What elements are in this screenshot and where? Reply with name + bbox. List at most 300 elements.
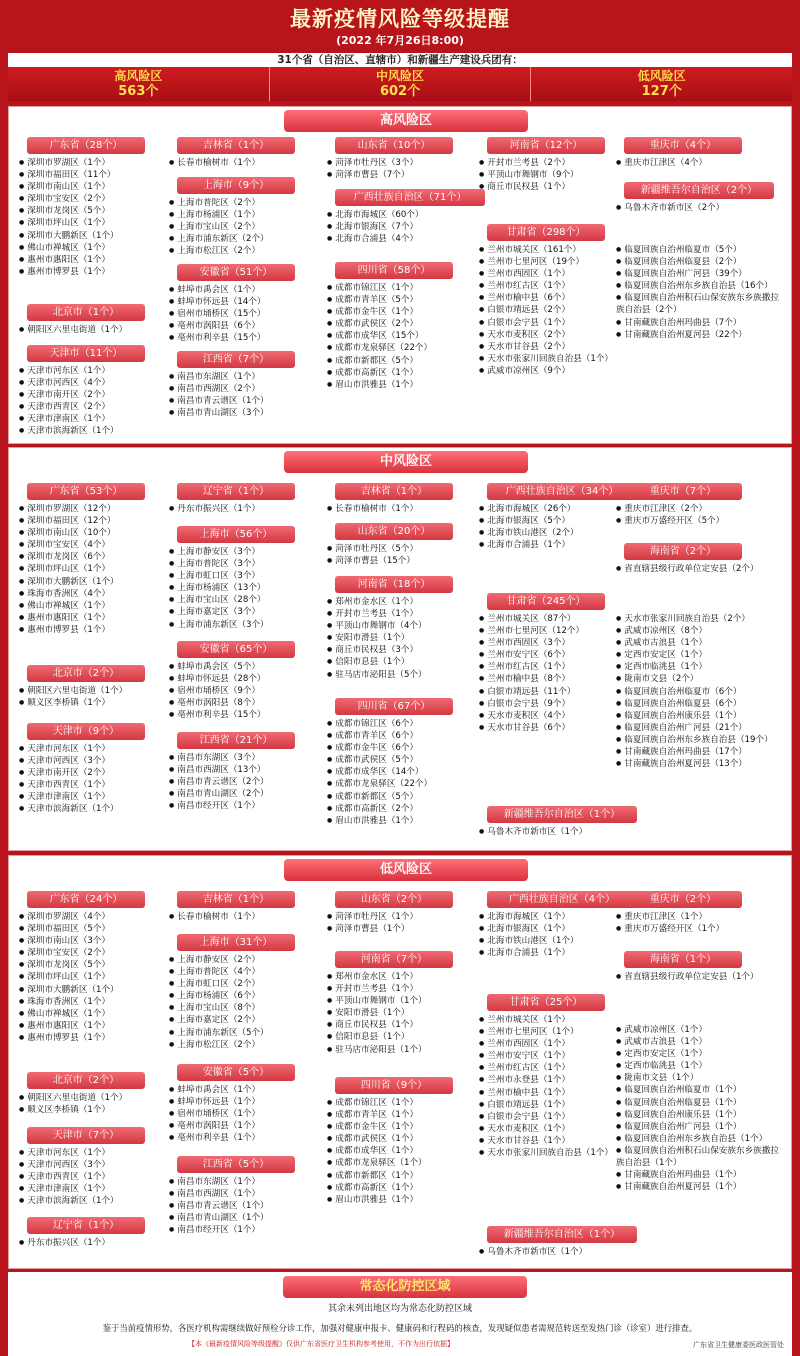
district-list [169, 1176, 319, 1236]
province-header: 上海市（31个） [177, 934, 295, 951]
district-item: ● 兰州市城关区（1个） [479, 1014, 614, 1026]
district-item: ● 北海市铁山港区（1个） [479, 935, 614, 947]
district-item: ● 天津市滨海新区（1个） [19, 425, 164, 437]
district-item: ● 上海市静安区（2个） [169, 954, 319, 966]
province-header: 重庆市（2个） [624, 891, 742, 908]
district-item: ● 天津市河西区（3个） [19, 1159, 164, 1171]
district-item: ● 朝阳区六里屯街道（1个） [19, 1092, 164, 1104]
district-item: ● 成都市新都区（5个） [327, 791, 477, 803]
district-list [19, 157, 164, 278]
district-item: ● 上海市静安区（3个） [169, 546, 319, 558]
district-item: ● 成都市青羊区（5个） [327, 294, 477, 306]
district-item: ● 惠州市惠阳区（1个） [19, 612, 164, 624]
district-list [169, 503, 319, 515]
district-item: ● 天津市滨海新区（1个） [19, 1195, 164, 1207]
district-item: ● 深圳市大鹏新区（1个） [19, 984, 164, 996]
district-item: ● 南昌市青云谱区（1个） [169, 1200, 319, 1212]
district-item: ● 乌鲁木齐市新市区（2个） [616, 202, 786, 214]
district-item: ● 上海市松江区（2个） [169, 1039, 319, 1051]
summary-subtitle: 31个省（自治区、直辖市）和新疆生产建设兵团有： [8, 53, 792, 67]
province-header: 江西省（21个） [177, 732, 295, 749]
district-item: ● 驻马店市泌阳县（5个） [327, 669, 477, 681]
district-item: ● 上海市宝山区（2个） [169, 221, 319, 233]
district-item: ● 眉山市洪雅县（1个） [327, 1194, 477, 1206]
header [0, 0, 800, 53]
district-item: ● 天津市津南区（1个） [19, 413, 164, 425]
district-item: ● 深圳市龙岗区（6个） [19, 551, 164, 563]
district-item: ● 安阳市滑县（1个） [327, 632, 477, 644]
district-item: ● 乌鲁木齐市新市区（1个） [479, 826, 614, 838]
district-item: ● 开封市兰考县（1个） [327, 608, 477, 620]
district-item: ● 白银市靖远县（11个） [479, 686, 614, 698]
district-item: ● 陇南市文县（1个） [616, 1072, 786, 1084]
district-item: ● 商丘市民权县（1个） [479, 181, 614, 193]
district-item: ● 成都市武侯区（1个） [327, 1133, 477, 1145]
district-item: ● 天津市南开区（2个） [19, 389, 164, 401]
district-item: ● 临夏回族自治州积石山保安族东乡族撒拉族自治县（1个） [616, 1145, 786, 1169]
district-list [19, 324, 164, 336]
district-list [479, 157, 614, 193]
district-item: ● 丹东市振兴区（1个） [19, 1237, 164, 1249]
district-item: ● 亳州市涡阳县（1个） [169, 1120, 319, 1132]
district-item: ● 宿州市埇桥区（15个） [169, 308, 319, 320]
total-count: 563个 [118, 84, 159, 99]
district-list [169, 911, 319, 923]
district-list [19, 503, 164, 636]
district-item: ● 蚌埠市禹会区（1个） [169, 1084, 319, 1096]
district-list [616, 971, 786, 983]
district-list [327, 157, 477, 181]
province-header: 甘肃省（245个） [487, 593, 605, 610]
district-item: ● 平顶山市舞钢市（1个） [327, 995, 477, 1007]
totals-bar [8, 67, 792, 101]
district-item: ● 长春市榆树市（1个） [327, 503, 477, 515]
province-header: 广西壮族自治区（71个） [335, 189, 485, 206]
district-list [169, 157, 319, 169]
footer-note: 其余未列出地区均为常态化防控区域 [327, 1304, 472, 1314]
district-item: ● 兰州市榆中县（8个） [479, 673, 614, 685]
total-count: 127个 [641, 84, 682, 99]
district-list [169, 661, 319, 721]
district-item: ● 上海市杨浦区（13个） [169, 582, 319, 594]
district-item: ● 临夏回族自治州康乐县（1个） [616, 710, 786, 722]
footer-advice: 鉴于当前疫情形势，各医疗机构需继续做好预检分诊工作，加强对健康申报卡、健康码和行程码的核查，发现疑似患者需规范转送至发热门诊（诊室）进行排查。 [102, 1323, 698, 1333]
province-header: 重庆市（7个） [624, 483, 742, 500]
risk-section [8, 447, 792, 851]
district-item: ● 兰州市七里河区（12个） [479, 625, 614, 637]
province-header: 山东省（10个） [335, 137, 453, 154]
district-item: ● 平顶山市舞钢市（4个） [327, 620, 477, 632]
district-item: ● 上海市浦东新区（2个） [169, 233, 319, 245]
district-item: ● 天水市麦积区（1个） [479, 1123, 614, 1135]
district-item: ● 临夏回族自治州广河县（39个） [616, 268, 786, 280]
footer-source: 广东省卫生健康委医政医管处 [693, 1341, 784, 1349]
district-item: ● 蚌埠市禹会区（5个） [169, 661, 319, 673]
district-item: ● 兰州市永登县（1个） [479, 1074, 614, 1086]
province-header: 广东省（24个） [27, 891, 145, 908]
district-item: ● 上海市杨浦区（1个） [169, 209, 319, 221]
district-item: ● 北海市海城区（1个） [479, 911, 614, 923]
total-low [531, 67, 792, 101]
district-item: ● 菏泽市牡丹区（1个） [327, 911, 477, 923]
district-item: ● 长春市榆树市（1个） [169, 157, 319, 169]
district-list [327, 209, 477, 245]
province-header: 广东省（53个） [27, 483, 145, 500]
province-header: 吉林省（1个） [177, 891, 295, 908]
district-item: ● 成都市龙泉驿区（22个） [327, 342, 477, 354]
district-item: ● 重庆市江津区（4个） [616, 157, 786, 169]
district-item: ● 南昌市青山湖区（1个） [169, 1212, 319, 1224]
district-item: ● 菏泽市曹县（15个） [327, 555, 477, 567]
district-list [327, 282, 477, 391]
district-list [616, 157, 786, 169]
district-item: ● 上海市松江区（2个） [169, 245, 319, 257]
district-item: ● 临夏回族自治州广河县（1个） [616, 1121, 786, 1133]
province-header: 天津市（11个） [27, 345, 145, 362]
district-item: ● 成都市青羊区（6个） [327, 730, 477, 742]
district-item: ● 临夏回族自治州积石山保安族东乡族撒拉族自治县（2个） [616, 292, 786, 316]
district-item: ● 北海市合浦县（1个） [479, 539, 614, 551]
district-item: ● 宿州市埇桥区（1个） [169, 1108, 319, 1120]
province-header: 辽宁省（1个） [27, 1217, 145, 1234]
district-item: ● 北海市铁山港区（2个） [479, 527, 614, 539]
total-medium [270, 67, 532, 101]
district-item: ● 甘南藏族自治州玛曲县（1个） [616, 1169, 786, 1181]
district-item: ● 上海市浦东新区（3个） [169, 619, 319, 631]
province-header: 广西壮族自治区（34个） [487, 483, 637, 500]
district-item: ● 成都市金牛区（1个） [327, 306, 477, 318]
district-item: ● 深圳市龙岗区（5个） [19, 959, 164, 971]
district-item: ● 深圳市宝安区（2个） [19, 193, 164, 205]
district-item: ● 成都市龙泉驿区（22个） [327, 778, 477, 790]
province-header: 重庆市（4个） [624, 137, 742, 154]
section-title: 低风险区 [284, 859, 528, 881]
district-item: ● 北海市合浦县（1个） [479, 947, 614, 959]
district-item: ● 白银市会宁县（1个） [479, 317, 614, 329]
district-item: ● 武威市古浪县（1个） [616, 637, 786, 649]
district-item: ● 驻马店市泌阳县（1个） [327, 1044, 477, 1056]
district-item: ● 天水市甘谷县（1个） [479, 1135, 614, 1147]
district-item: ● 兰州市西固区（1个） [479, 268, 614, 280]
district-item: ● 深圳市南山区（10个） [19, 527, 164, 539]
district-item: ● 天津市河东区（1个） [19, 1147, 164, 1159]
footer-disclaimer: 【本《最新疫情风险等级提醒》仅供广东省医疗卫生机构参考使用，不作为出行依据】 [188, 1340, 454, 1348]
district-item: ● 甘南藏族自治州夏河县（1个） [616, 1181, 786, 1193]
district-list [479, 1246, 614, 1258]
district-item: ● 武威市古浪县（1个） [616, 1036, 786, 1048]
province-header: 安徽省（5个） [177, 1064, 295, 1081]
district-item: ● 北海市银海区（1个） [479, 923, 614, 935]
district-item: ● 深圳市坪山区（1个） [19, 971, 164, 983]
district-list [327, 543, 477, 567]
district-list [169, 284, 319, 344]
total-count: 602个 [379, 84, 421, 99]
district-item: ● 兰州市安宁区（6个） [479, 649, 614, 661]
district-item: ● 成都市锦江区（1个） [327, 282, 477, 294]
district-item: ● 临夏回族自治州东乡族自治县（1个） [616, 1133, 786, 1145]
district-list [327, 1097, 477, 1206]
province-header: 上海市（9个） [177, 177, 295, 194]
district-list [327, 911, 477, 935]
province-header: 山东省（2个） [335, 891, 453, 908]
district-item: ● 深圳市大鹏新区（1个） [19, 230, 164, 242]
district-item: ● 朝阳区六里屯街道（1个） [19, 324, 164, 336]
district-item: ● 甘南藏族自治州玛曲县（7个） [616, 317, 786, 329]
district-item: ● 菏泽市牡丹区（5个） [327, 543, 477, 555]
district-item: ● 深圳市福田区（12个） [19, 515, 164, 527]
district-item: ● 天津市津南区（1个） [19, 1183, 164, 1195]
district-list [479, 1014, 614, 1159]
district-item: ● 深圳市福田区（5个） [19, 923, 164, 935]
district-item: ● 珠海市香洲区（4个） [19, 588, 164, 600]
district-item: ● 深圳市南山区（3个） [19, 935, 164, 947]
district-item: ● 天水市甘谷县（2个） [479, 341, 614, 353]
province-header: 北京市（1个） [27, 304, 145, 321]
district-item: ● 南昌市经开区（1个） [169, 1224, 319, 1236]
district-item: ● 成都市高新区（1个） [327, 1182, 477, 1194]
district-item: ● 深圳市福田区（11个） [19, 169, 164, 181]
page-title: 最新疫情风险等级提醒 [290, 7, 510, 31]
district-item: ● 天津市河东区（1个） [19, 743, 164, 755]
district-item: ● 天津市西青区（2个） [19, 401, 164, 413]
district-item: ● 临夏回族自治州临夏县（1个） [616, 1097, 786, 1109]
district-item: ● 省直辖县级行政单位定安县（2个） [616, 563, 786, 575]
district-item: ● 亳州市涡阳县（6个） [169, 320, 319, 332]
district-list [19, 1147, 164, 1207]
province-header: 北京市（2个） [27, 665, 145, 682]
district-item: ● 上海市杨浦区（6个） [169, 990, 319, 1002]
district-item: ● 兰州市西固区（3个） [479, 637, 614, 649]
district-item: ● 菏泽市曹县（1个） [327, 923, 477, 935]
district-item: ● 成都市青羊区（1个） [327, 1109, 477, 1121]
district-item: ● 上海市普陀区（3个） [169, 558, 319, 570]
district-item: ● 蚌埠市禹会区（1个） [169, 284, 319, 296]
district-item: ● 天水市张家川回族自治县（1个） [479, 1147, 614, 1159]
district-item: ● 陇南市文县（2个） [616, 673, 786, 685]
district-item: ● 上海市普陀区（4个） [169, 966, 319, 978]
district-item: ● 兰州市城关区（87个） [479, 613, 614, 625]
district-item: ● 兰州市七里河区（1个） [479, 1026, 614, 1038]
update-date: (2022 年7月26日8:00) [336, 34, 464, 47]
province-header: 河南省（18个） [335, 576, 453, 593]
district-item: ● 武威市凉州区（1个） [616, 1024, 786, 1036]
district-item: ● 成都市金牛区（6个） [327, 742, 477, 754]
district-item: ● 成都市龙泉驿区（1个） [327, 1157, 477, 1169]
district-list [19, 743, 164, 816]
district-item: ● 白银市会宁县（9个） [479, 698, 614, 710]
district-item: ● 深圳市大鹏新区（1个） [19, 576, 164, 588]
district-item: ● 兰州市红古区（1个） [479, 1062, 614, 1074]
district-item: ● 开封市兰考县（1个） [327, 983, 477, 995]
district-item: ● 蚌埠市怀远县（28个） [169, 673, 319, 685]
district-item: ● 天津市津南区（1个） [19, 791, 164, 803]
district-item: ● 深圳市南山区（1个） [19, 181, 164, 193]
district-item: ● 安阳市滑县（1个） [327, 1007, 477, 1019]
district-item: ● 临夏回族自治州临夏县（6个） [616, 698, 786, 710]
district-item: ● 甘南藏族自治州夏河县（13个） [616, 758, 786, 770]
district-item: ● 天水市麦积区（2个） [479, 329, 614, 341]
district-list [616, 613, 786, 770]
district-item: ● 天津市河西区（4个） [19, 377, 164, 389]
risk-section [8, 106, 792, 444]
district-item: ● 佛山市禅城区（1个） [19, 600, 164, 612]
district-item: ● 眉山市洪雅县（1个） [327, 815, 477, 827]
province-header: 新疆维吾尔自治区（1个） [487, 1226, 637, 1243]
district-list [616, 1024, 786, 1193]
district-list [616, 911, 786, 935]
province-header: 甘肃省（298个） [487, 224, 605, 241]
province-header: 新疆维吾尔自治区（1个） [487, 806, 637, 823]
province-header: 吉林省（1个） [177, 137, 295, 154]
district-item: ● 兰州市城关区（161个） [479, 244, 614, 256]
district-item: ● 惠州市博罗县（1个） [19, 624, 164, 636]
province-header: 广东省（28个） [27, 137, 145, 154]
district-item: ● 成都市武侯区（5个） [327, 754, 477, 766]
district-item: ● 长春市榆树市（1个） [169, 911, 319, 923]
district-list [169, 371, 319, 419]
district-item: ● 深圳市坪山区（1个） [19, 563, 164, 575]
section-title: 中风险区 [284, 451, 528, 473]
district-item: ● 临夏回族自治州东乡族自治县（19个） [616, 734, 786, 746]
district-item: ● 南昌市西湖区（13个） [169, 764, 319, 776]
district-item: ● 郑州市金水区（1个） [327, 596, 477, 608]
district-list [169, 1084, 319, 1144]
district-item: ● 成都市高新区（2个） [327, 803, 477, 815]
district-item: ● 开封市兰考县（2个） [479, 157, 614, 169]
district-item: ● 甘南藏族自治州玛曲县（17个） [616, 746, 786, 758]
district-item: ● 成都市成华区（15个） [327, 330, 477, 342]
district-item: ● 信阳市息县（1个） [327, 656, 477, 668]
district-item: ● 上海市嘉定区（2个） [169, 1014, 319, 1026]
district-list [479, 911, 614, 959]
district-item: ● 深圳市坪山区（1个） [19, 217, 164, 229]
district-item: ● 定西市临洮县（1个） [616, 1060, 786, 1072]
district-item: ● 上海市嘉定区（3个） [169, 606, 319, 618]
district-list [479, 826, 614, 838]
district-item: ● 佛山市禅城区（1个） [19, 242, 164, 254]
district-item: ● 兰州市西固区（1个） [479, 1038, 614, 1050]
district-list [327, 596, 477, 681]
district-list [169, 752, 319, 812]
province-header: 安徽省（51个） [177, 264, 295, 281]
district-item: ● 兰州市安宁区（1个） [479, 1050, 614, 1062]
district-item: ● 珠海市香洲区（1个） [19, 996, 164, 1008]
province-header: 吉林省（1个） [335, 483, 453, 500]
district-item: ● 成都市金牛区（1个） [327, 1121, 477, 1133]
district-item: ● 北海市银海区（7个） [327, 221, 477, 233]
district-item: ● 平顶山市舞钢市（9个） [479, 169, 614, 181]
district-item: ● 深圳市罗湖区（4个） [19, 911, 164, 923]
province-header: 山东省（20个） [335, 523, 453, 540]
district-item: ● 成都市武侯区（2个） [327, 318, 477, 330]
district-item: ● 成都市新都区（1个） [327, 1170, 477, 1182]
district-list [479, 613, 614, 734]
total-high [8, 67, 270, 101]
district-item: ● 成都市成华区（14个） [327, 766, 477, 778]
district-list [616, 503, 786, 527]
district-item: ● 临夏回族自治州临夏市（6个） [616, 686, 786, 698]
district-item: ● 上海市普陀区（2个） [169, 197, 319, 209]
district-item: ● 亳州市涡阳县（8个） [169, 697, 319, 709]
district-item: ● 北海市银海区（5个） [479, 515, 614, 527]
district-list [19, 911, 164, 1044]
district-item: ● 乌鲁木齐市新市区（1个） [479, 1246, 614, 1258]
total-label: 低风险区 [637, 69, 686, 83]
district-list [327, 503, 477, 515]
province-header: 河南省（7个） [335, 951, 453, 968]
district-item: ● 成都市新都区（5个） [327, 355, 477, 367]
district-list [169, 546, 319, 631]
district-list [169, 197, 319, 257]
district-item: ● 南昌市东湖区（1个） [169, 371, 319, 383]
risk-section [8, 855, 792, 1269]
district-item: ● 南昌市青云谱区（1个） [169, 395, 319, 407]
district-item: ● 亳州市利辛县（15个） [169, 332, 319, 344]
province-header: 四川省（67个） [335, 698, 453, 715]
district-item: ● 天水市麦积区（4个） [479, 710, 614, 722]
province-header: 河南省（12个） [487, 137, 605, 154]
district-item: ● 定西市安定区（1个） [616, 1048, 786, 1060]
district-list [169, 954, 319, 1051]
district-item: ● 亳州市利辛县（15个） [169, 709, 319, 721]
district-list [19, 365, 164, 438]
district-item: ● 顺义区李桥镇（1个） [19, 697, 164, 709]
district-item: ● 天津市河西区（3个） [19, 755, 164, 767]
district-item: ● 白银市会宁县（1个） [479, 1111, 614, 1123]
district-item: ● 南昌市西湖区（1个） [169, 1188, 319, 1200]
district-item: ● 南昌市西湖区（2个） [169, 383, 319, 395]
province-header: 江西省（7个） [177, 351, 295, 368]
district-item: ● 惠州市博罗县（1个） [19, 1032, 164, 1044]
district-item: ● 临夏回族自治州临夏县（2个） [616, 256, 786, 268]
district-item: ● 兰州市榆中县（1个） [479, 1087, 614, 1099]
district-item: ● 朝阳区六里屯街道（1个） [19, 685, 164, 697]
district-item: ● 北海市合浦县（4个） [327, 233, 477, 245]
district-item: ● 信阳市息县（1个） [327, 1031, 477, 1043]
district-item: ● 菏泽市曹县（7个） [327, 169, 477, 181]
province-header: 辽宁省（1个） [177, 483, 295, 500]
footer-title: 常态化防控区域 [283, 1276, 527, 1298]
province-header: 新疆维吾尔自治区（2个） [624, 182, 774, 199]
district-item: ● 天水市甘谷县（6个） [479, 722, 614, 734]
district-item: ● 上海市宝山区（8个） [169, 1002, 319, 1014]
district-item: ● 兰州市七里河区（19个） [479, 256, 614, 268]
province-header: 甘肃省（25个） [487, 994, 605, 1011]
district-item: ● 临夏回族自治州东乡族自治县（16个） [616, 280, 786, 292]
district-item: ● 佛山市禅城区（1个） [19, 1008, 164, 1020]
district-item: ● 深圳市宝安区（4个） [19, 539, 164, 551]
district-item: ● 兰州市红古区（1个） [479, 280, 614, 292]
province-header: 广西壮族自治区（4个） [487, 891, 637, 908]
district-item: ● 南昌市青山湖区（3个） [169, 407, 319, 419]
district-item: ● 天津市西青区（1个） [19, 1171, 164, 1183]
total-label: 高风险区 [114, 69, 163, 83]
province-header: 天津市（7个） [27, 1127, 145, 1144]
district-item: ● 深圳市宝安区（2个） [19, 947, 164, 959]
district-item: ● 南昌市经开区（1个） [169, 800, 319, 812]
district-list [327, 718, 477, 827]
district-item: ● 天水市张家川回族自治县（2个） [616, 613, 786, 625]
district-item: ● 重庆市万盛经开区（1个） [616, 923, 786, 935]
district-list [19, 685, 164, 709]
district-item: ● 商丘市民权县（3个） [327, 644, 477, 656]
district-item: ● 上海市宝山区（28个） [169, 594, 319, 606]
district-item: ● 武威市凉州区（8个） [616, 625, 786, 637]
district-item: ● 成都市锦江区（6个） [327, 718, 477, 730]
district-item: ● 重庆市江津区（2个） [616, 503, 786, 515]
district-list [19, 1237, 164, 1249]
district-item: ● 武威市凉州区（9个） [479, 365, 614, 377]
